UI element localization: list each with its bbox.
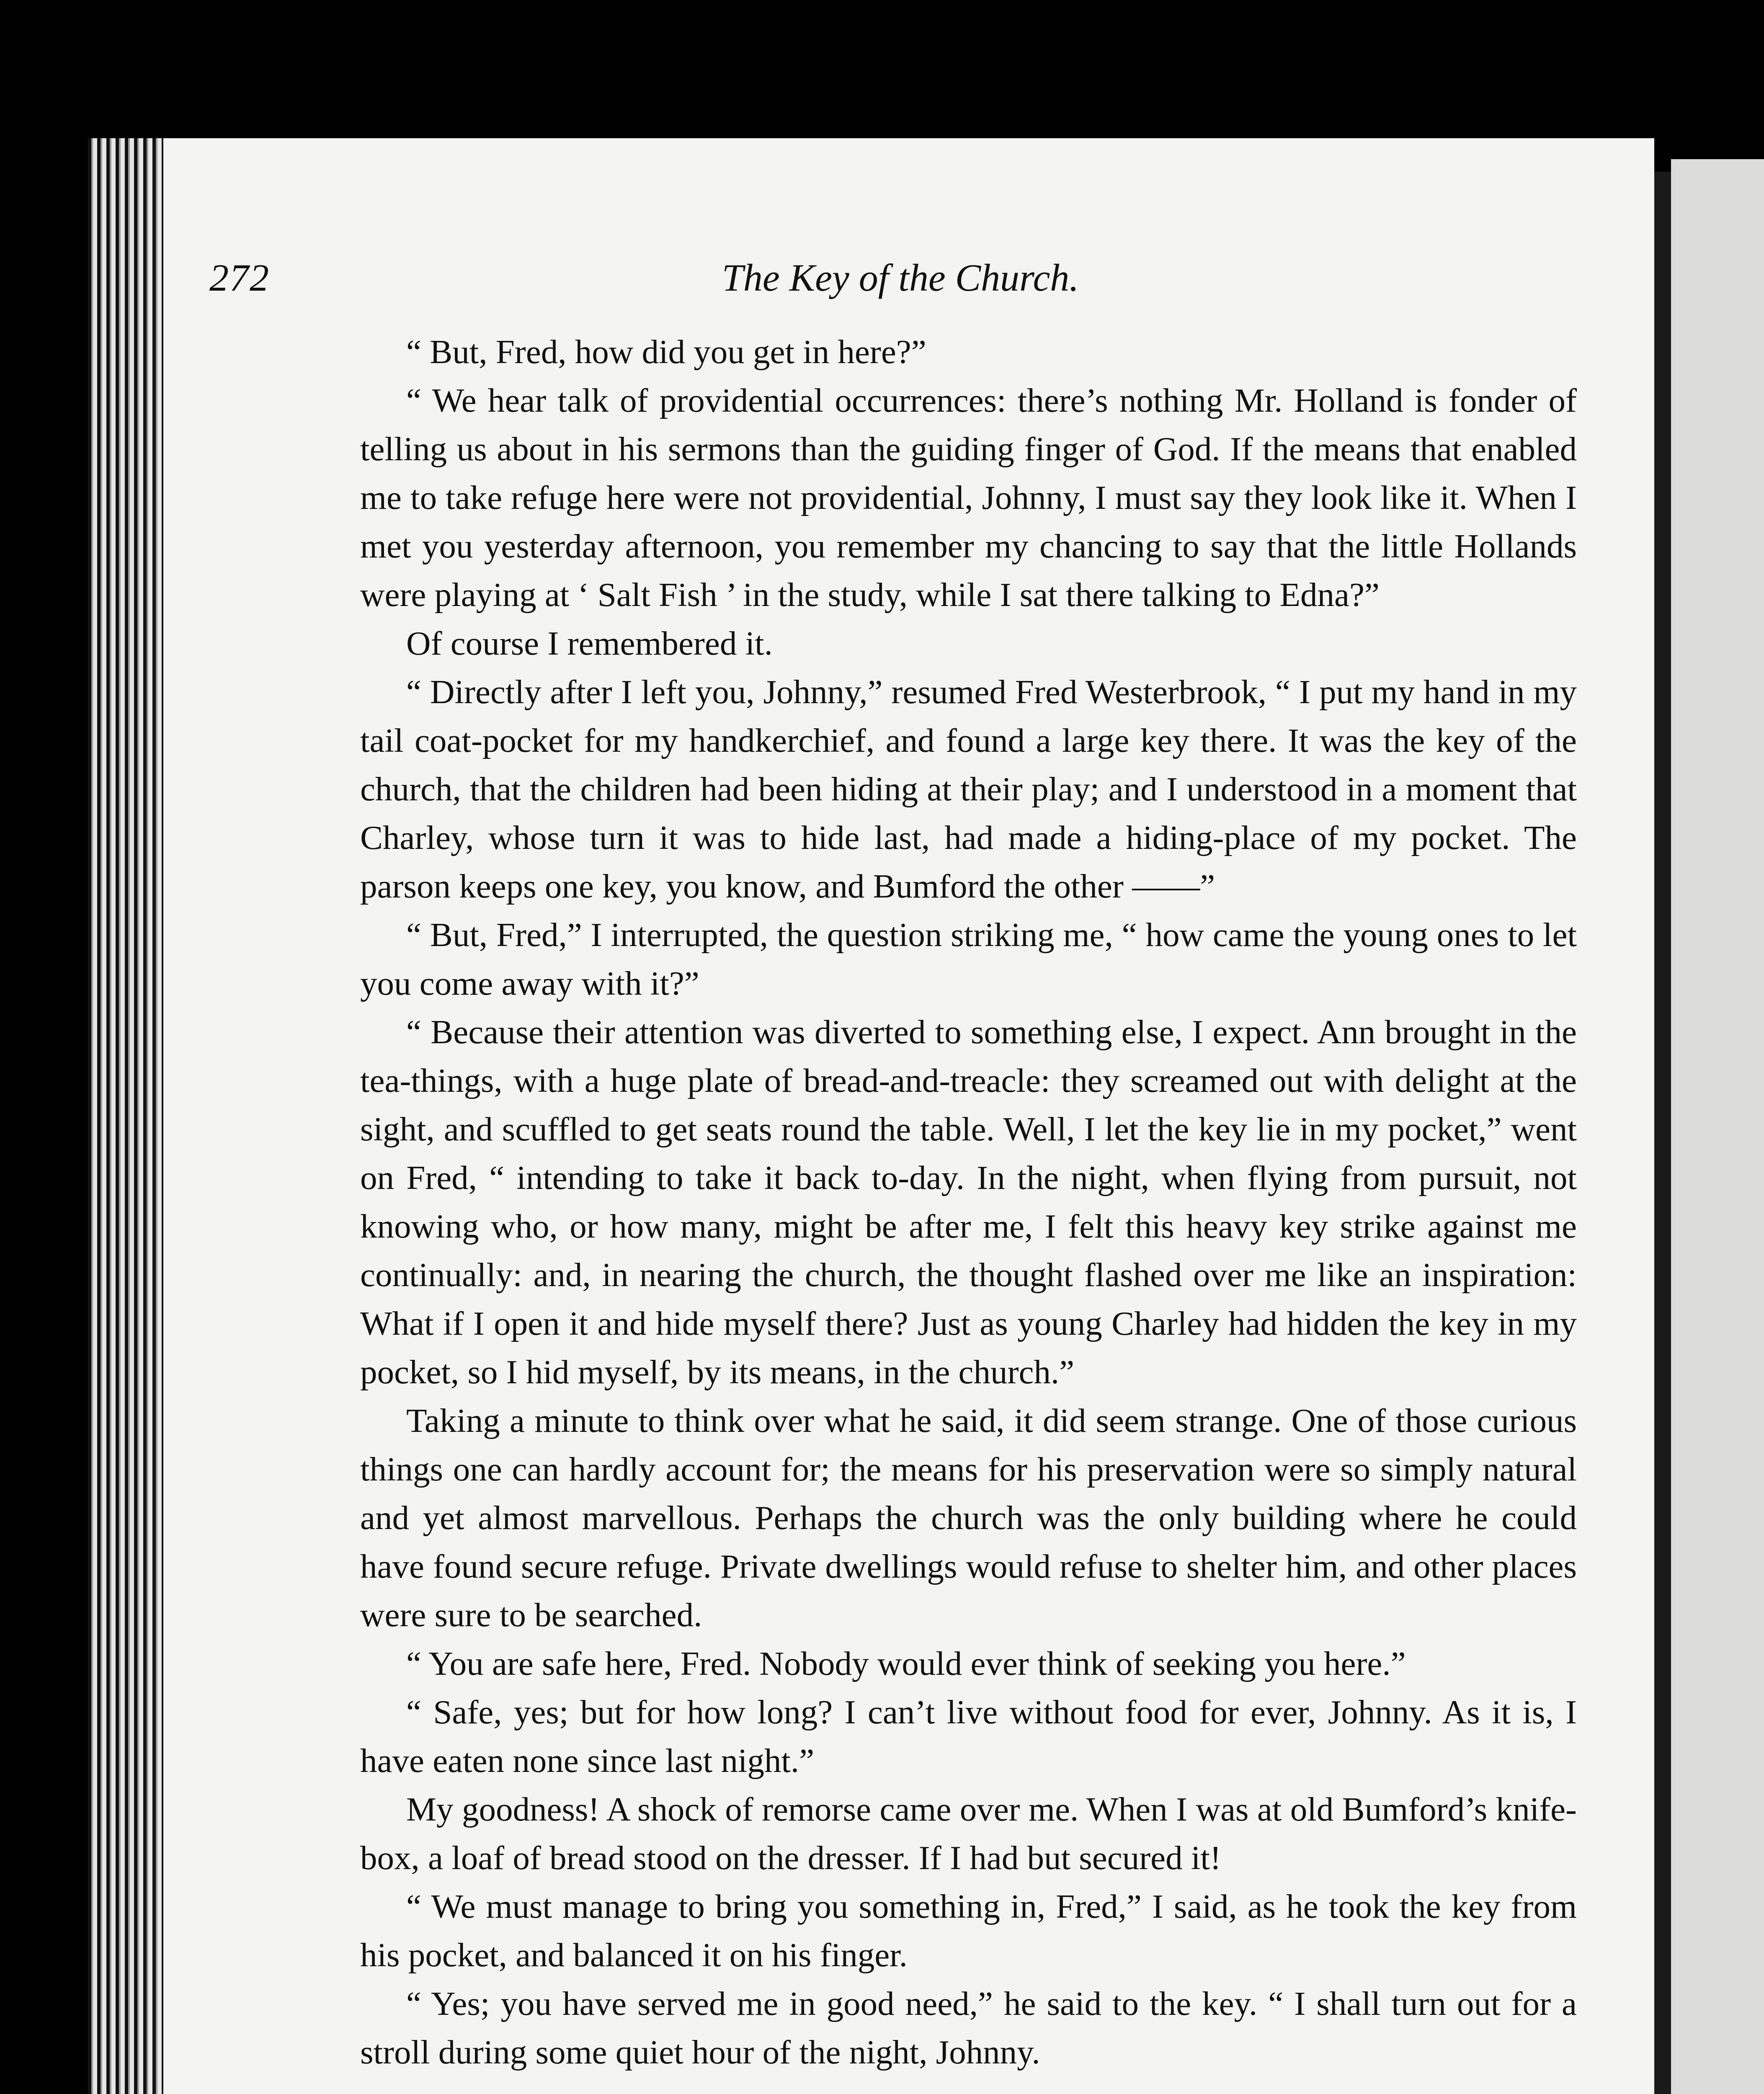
- page-stack-edges: [88, 138, 163, 2094]
- paragraph: “ Yes; you have served me in good need,” he said to the key. “ I shall turn out for a stroll during some quiet hour of the night, Johnny.: [360, 1985, 1577, 2071]
- page-number: 272: [209, 256, 270, 299]
- facing-page-sliver: [1671, 159, 1764, 2094]
- body-text: [360, 328, 1577, 2076]
- paragraph: “ You are safe here, Fred. Nobody would ever think of seeking you here.”: [406, 1645, 1406, 1682]
- running-title: The Key of the Church.: [722, 256, 1079, 299]
- paragraph: “ Safe, yes; but for how long? I can’t live without food for ever, Johnny. As it is, I have eaten none since last night.”: [360, 1693, 1577, 1779]
- paragraph: “ Because their attention was diverted to something else, I expect. Ann brought in the tea-things, with a huge plate of bread-and-treacle: they screamed out with delight at the sight, and scuffled to get seats round the table. Well, I let the key lie in my pocket,” went on Fred, “ intending to take it back to-day. In the night, when flying from pursuit, not knowing who, or how many, might be after me, I felt this heavy key strike against me continually: and, in nearing the church, the thought flashed over me like an inspiration: What if I open it and hide myself there? Just as young Charley had hidden the key in my pocket, so I hid myself, by its means, in the church.”: [360, 1013, 1577, 1391]
- page-gutter-shadow: [1654, 172, 1671, 2094]
- paragraph: “ But, Fred, how did you get in here?”: [406, 333, 926, 371]
- paragraph: “ We must manage to bring you something in, Fred,” I said, as he took the key from his pocket, and balanced it on his finger.: [360, 1888, 1577, 1974]
- paragraph: Of course I remembered it.: [406, 624, 773, 662]
- paragraph: My goodness! A shock of remorse came over me. When I was at old Bumford’s knife-box, a loaf of bread stood on the dresser. If I had but secured it!: [360, 1790, 1577, 1877]
- paragraph: Taking a minute to think over what he said, it did seem strange. One of those curious things one can hardly account for; the means for his preservation were so simply natural and yet almost marvellous. Perhaps the church was the only building where he could have found secure refuge. Private dwellings would refuse to shelter him, and other places were sure to be searched.: [360, 1402, 1577, 1634]
- paragraph: “ We hear talk of providential occurrences: there’s nothing Mr. Holland is fonder of telling us about in his sermons than the guiding finger of God. If the means that enabled me to take refuge here were not providential, Johnny, I must say they look like it. When I met you yesterday afternoon, you remember my chancing to say that the little Hollands were playing at ‘ Salt Fish ’ in the study, while I sat there talking to Edna?”: [360, 382, 1577, 614]
- running-header: [209, 255, 1591, 302]
- paragraph: “ But, Fred,” I interrupted, the question striking me, “ how came the young ones to let you come away with it?”: [360, 916, 1577, 1002]
- paragraph: “ Directly after I left you, Johnny,” resumed Fred Westerbrook, “ I put my hand in my tail coat-pocket for my handkerchief, and found a large key there. It was the key of the church, that the children had been hiding at their play; and I understood in a moment that Charley, whose turn it was to hide last, had made a hiding-place of my pocket. The parson keeps one key, you know, and Bumford the other ——”: [360, 673, 1577, 905]
